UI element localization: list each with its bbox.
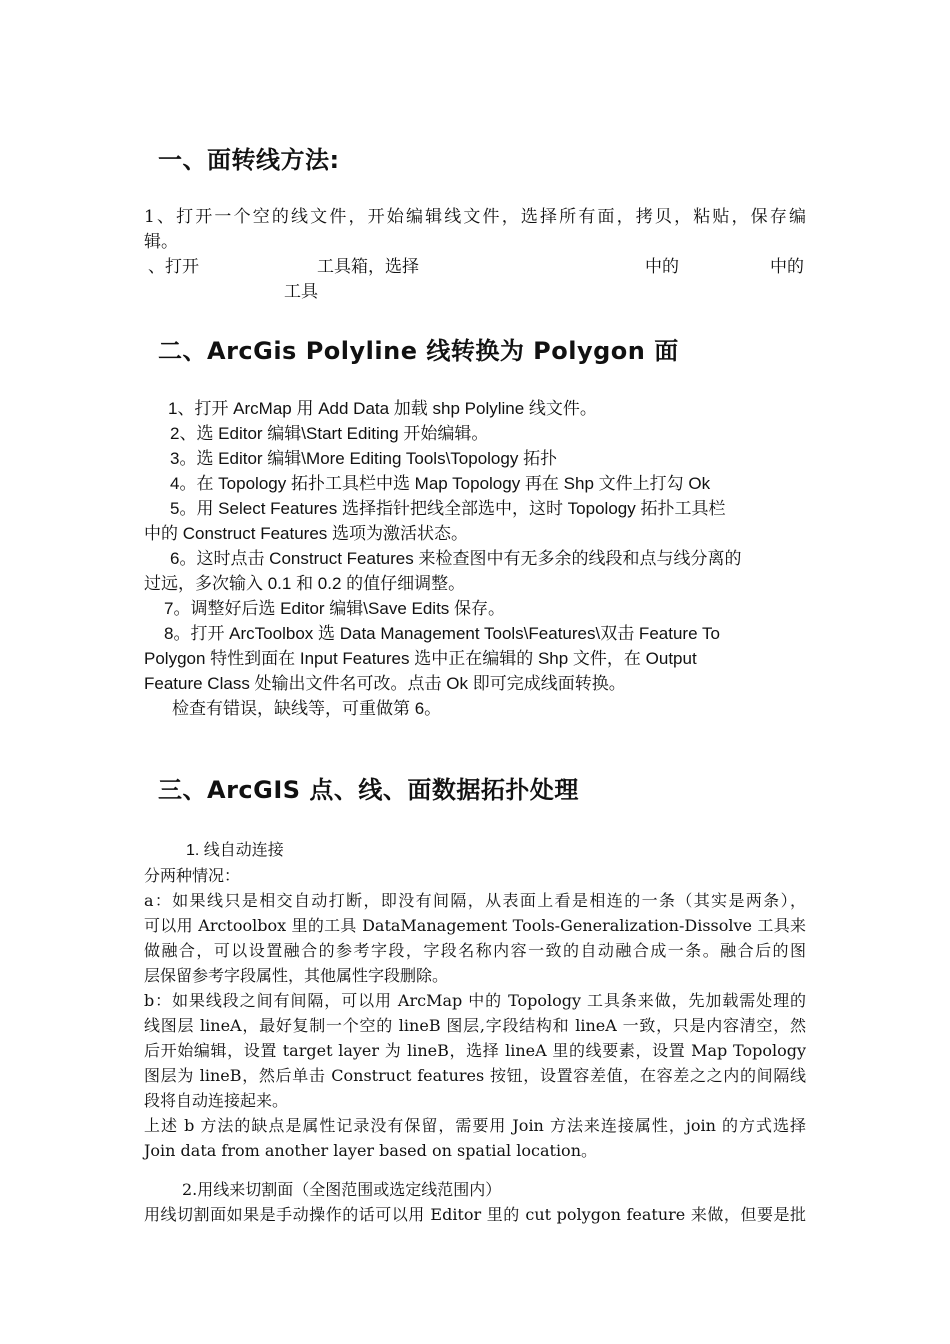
section-2-heading: 二、ArcGis Polyline 线转换为 Polygon 面 (158, 337, 679, 365)
sec1-step2-fragment-c: 中的 (645, 257, 679, 277)
sec1-step2-fragment-d: 中的 (770, 257, 804, 277)
sec3-line: 可以用 Arctoolbox 里的工具 DataManagement Tools-Generalization-Dissolve 工具来 (144, 916, 806, 935)
sec1-step2-fragment-b: 工具箱，选择 (317, 257, 419, 277)
sec2-line: 5。用 Select Features 选择指针把线全部选中，这时 Topology 拓扑工具栏 (170, 499, 726, 518)
sec3-line: 后开始编辑，设置 target layer 为 lineB，选择 lineA 里的线要素，设置 Map Topology (144, 1041, 806, 1060)
sec3-line: 分两种情况： (144, 866, 241, 885)
sec3-subheading-2: 2.用线来切割面（全图范围或选定线范围内） (182, 1180, 502, 1199)
sec3-line: a：如果线只是相交自动打断，即没有间隔，从表面上看是相连的一条（其实是两条）， (144, 891, 806, 910)
sec2-line: 6。这时点击 Construct Features 来检查图中有无多余的线段和点与线分离的 (170, 549, 742, 568)
sec2-line: 1、打开 ArcMap 用 Add Data 加载 shp Polyline 线文件。 (168, 399, 597, 418)
sec2-line: 8。打开 ArcToolbox 选 Data Management Tools\Features\双击 Feature To (164, 624, 720, 643)
sec1-step2-fragment-a: 、打开 (148, 257, 199, 277)
sec3-line: b：如果线段之间有间隔，可以用 ArcMap 中的 Topology 工具条来做，先加载需处理的 (144, 991, 806, 1010)
sec2-line: 检查有错误，缺线等，可重做第 6。 (172, 699, 442, 718)
sec2-line: Polygon 特性到面在 Input Features 选中正在编辑的 Shp 文件，在 Output (144, 649, 697, 668)
sec2-line: 2、选 Editor 编辑\Start Editing 开始编辑。 (170, 424, 489, 443)
sec3-line: 做融合，可以设置融合的参考字段，字段名称内容一致的自动融合成一条。融合后的图 (144, 941, 806, 960)
sec2-line: 3。选 Editor 编辑\More Editing Tools\Topology 拓扑 (170, 449, 558, 468)
sec3-line: 上述 b 方法的缺点是属性记录没有保留，需要用 Join 方法来连接属性，join 的方式选择 (144, 1116, 806, 1135)
sec1-step2-fragment-e: 工具 (284, 282, 318, 302)
sec1-step1-line2: 辑。 (144, 232, 178, 252)
sec3-line: 段将自动连接起来。 (144, 1091, 289, 1110)
sec3-line: 图层为 lineB，然后单击 Construct features 按钮，设置容差值，在容差之之内的间隔线 (144, 1066, 806, 1085)
sec2-line: Feature Class 处输出文件名可改。点击 Ok 即可完成线面转换。 (144, 674, 626, 693)
sec2-line: 过远，多次输入 0.1 和 0.2 的值仔细调整。 (144, 574, 466, 593)
sec2-line: 中的 Construct Features 选项为激活状态。 (144, 524, 469, 543)
sec1-step1-line1: 1、打开一个空的线文件，开始编辑线文件，选择所有面，拷贝，粘贴，保存编 (144, 207, 806, 227)
sec2-line: 4。在 Topology 拓扑工具栏中选 Map Topology 再在 Shp 文件上打勾 Ok (170, 474, 711, 493)
sec3-subheading-1: 1. 线自动连接 (186, 842, 284, 859)
section-1-heading: 一、面转线方法: (158, 146, 340, 174)
sec2-line: 7。调整好后选 Editor 编辑\Save Edits 保存。 (164, 599, 506, 618)
sec3-last-line: 用线切割面如果是手动操作的话可以用 Editor 里的 cut polygon feature 来做，但要是批 (144, 1205, 806, 1224)
sec3-line: 层保留参考字段属性，其他属性字段删除。 (144, 966, 449, 985)
sec3-line: 线图层 lineA，最好复制一个空的 lineB 图层,字段结构和 lineA 一致，只是内容清空，然 (144, 1016, 806, 1035)
section-3-heading: 三、ArcGIS 点、线、面数据拓扑处理 (158, 776, 579, 804)
sec3-line: Join data from another layer based on spatial location。 (144, 1141, 597, 1160)
